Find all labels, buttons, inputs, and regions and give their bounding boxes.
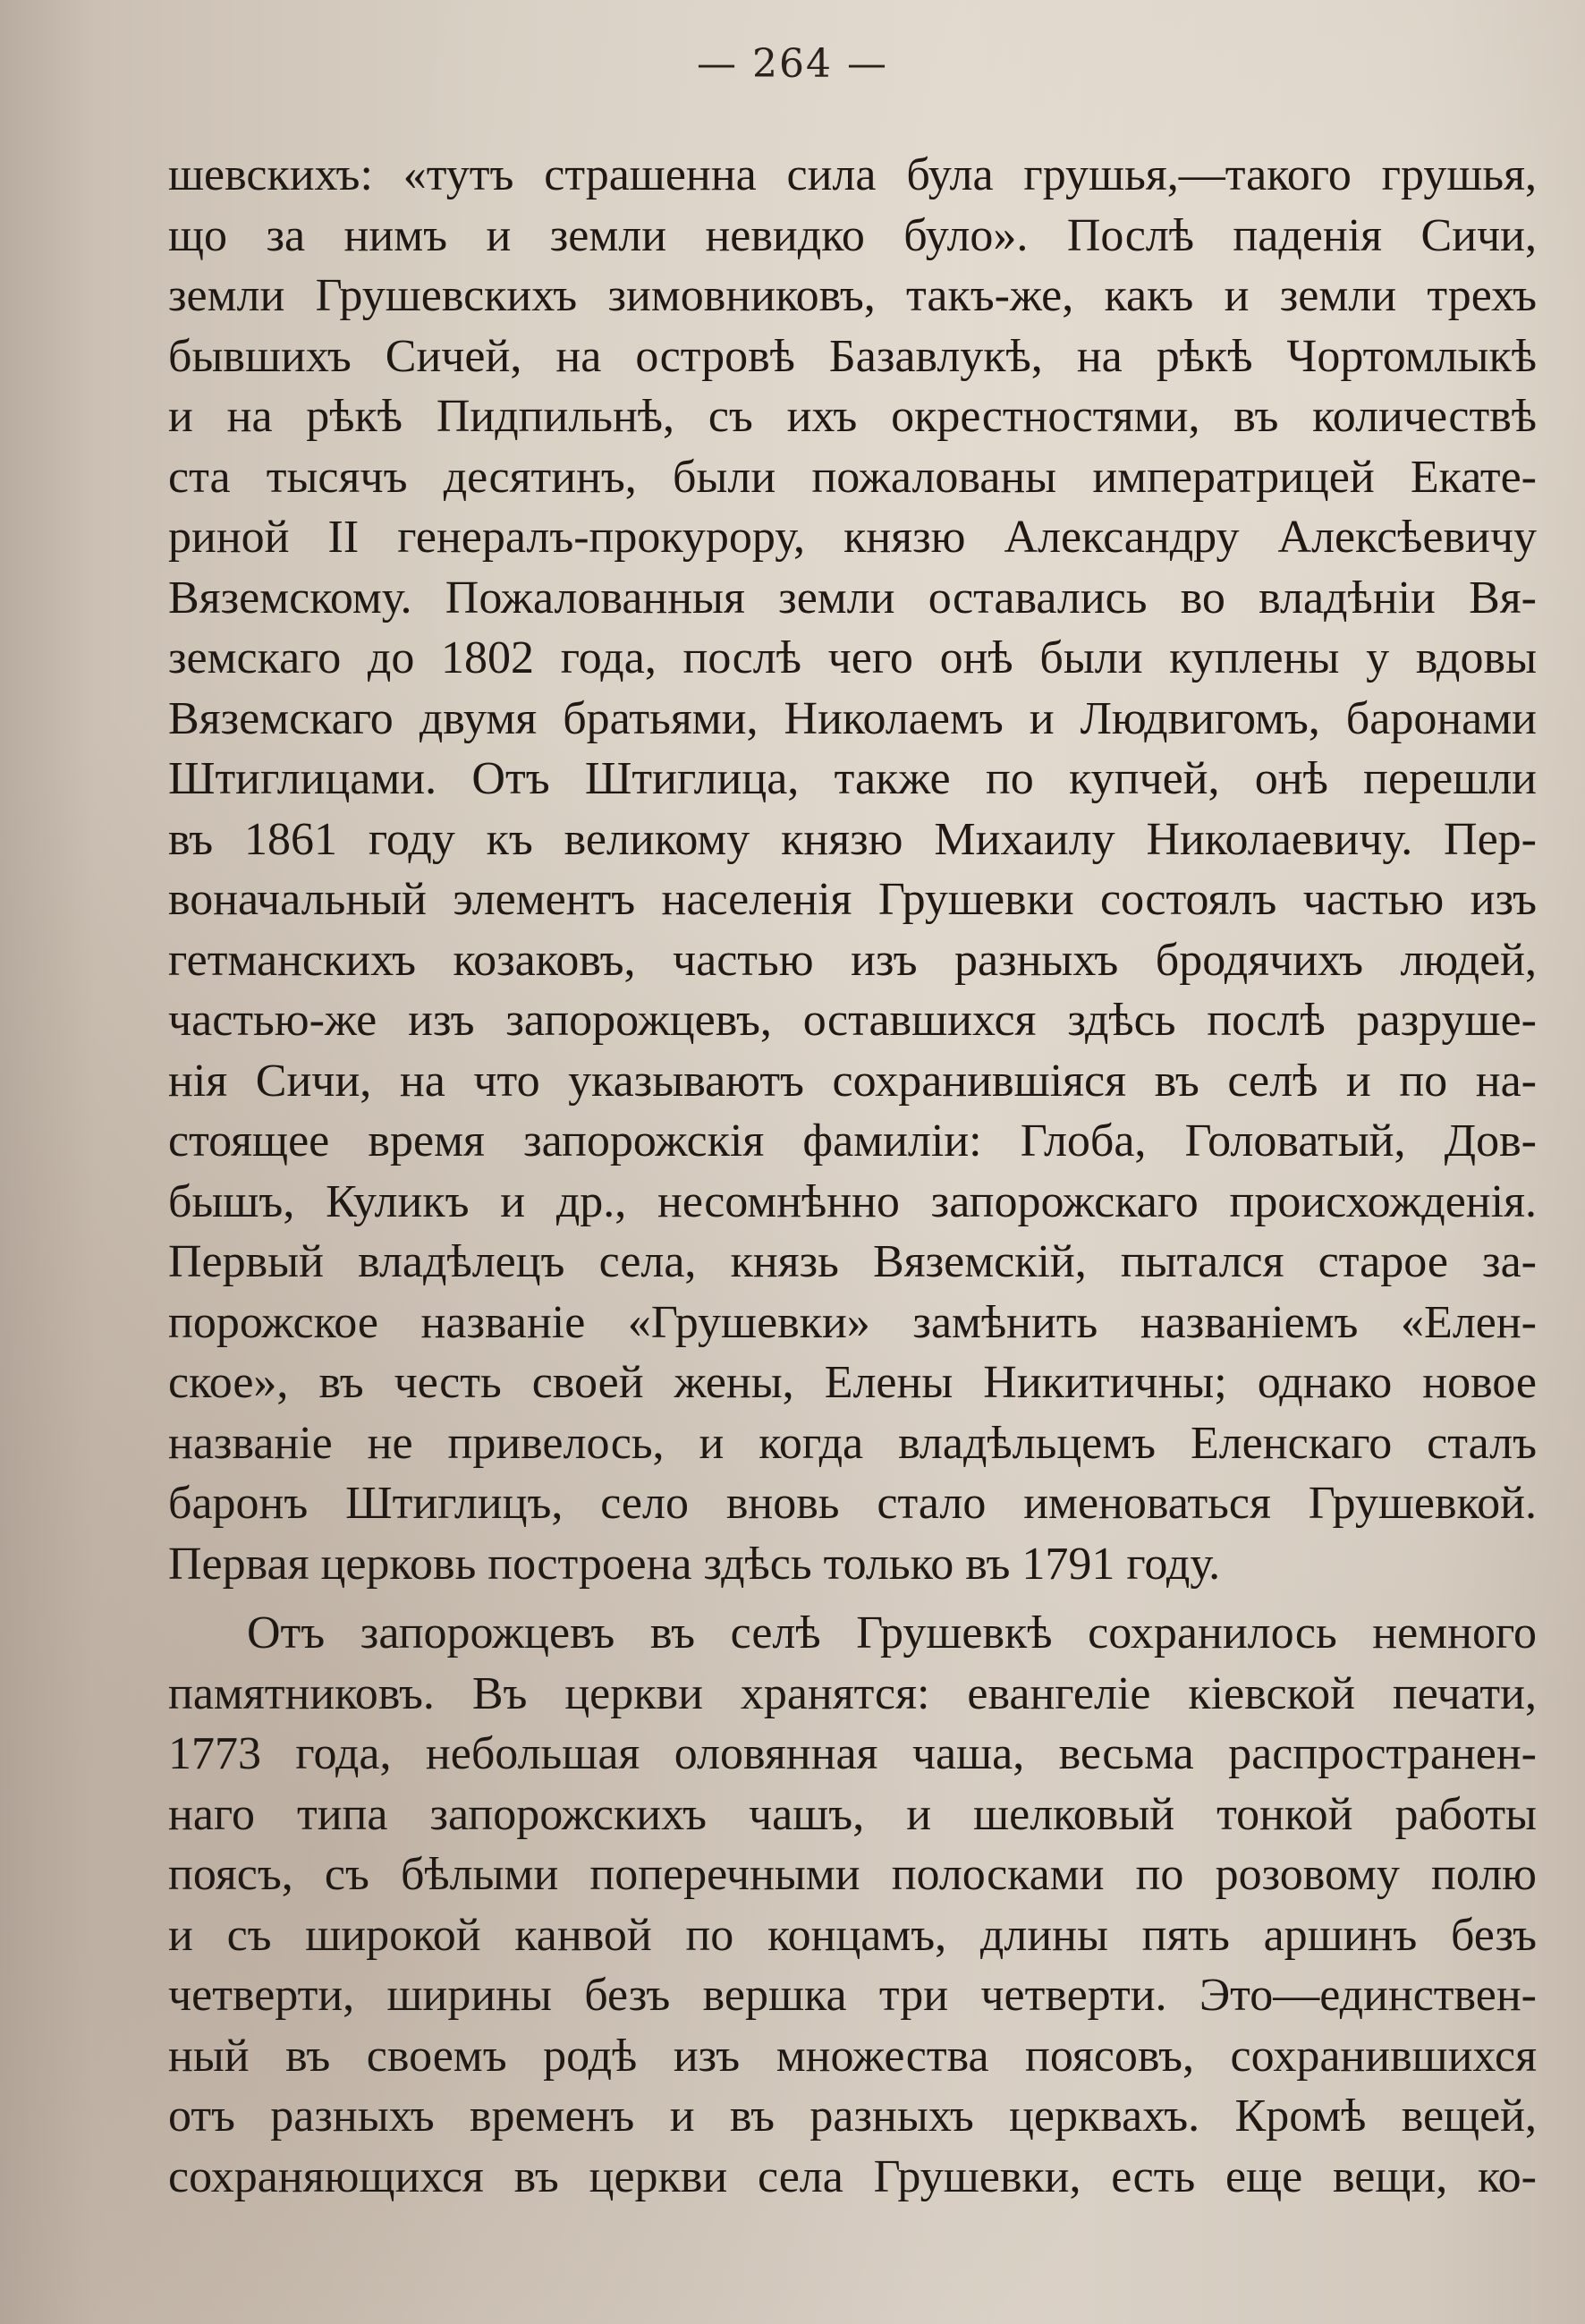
text-line: гетманскихъ козаковъ, частью изъ разныхъ бродячихъ людей, <box>168 934 1537 986</box>
text-line: 1773 года, небольшая оловянная чаша, весьма распространен- <box>168 1728 1537 1779</box>
text-line: воначальный элементъ населенія Грушевки состоялъ частью изъ <box>168 874 1537 925</box>
text-line: отъ разныхъ временъ и въ разныхъ церквахъ. Кромѣ вещей, <box>168 2091 1537 2142</box>
text-line: Первая церковь построена здѣсь только въ 1791 году. <box>168 1538 1221 1590</box>
text-line: бышъ, Куликъ и др., несомнѣнно запорожскаго происхожденія. <box>168 1175 1537 1227</box>
text-line: наго типа запорожскихъ чашъ, и шелковый тонкой работы <box>168 1788 1537 1840</box>
text-line: Первый владѣлецъ села, князь Вяземскій, пытался старое за- <box>168 1236 1537 1287</box>
text-line: що за нимъ и земли невидко було». Послѣ паденія Сичи, <box>168 209 1537 261</box>
text-line: нія Сичи, на что указываютъ сохранившіяся въ селѣ и по на- <box>168 1055 1537 1107</box>
text-line: ское», въ честь своей жены, Елены Никитичны; однако новое <box>168 1357 1537 1408</box>
text-line: риной II генералъ-прокурору, князю Александру Алексѣевичу <box>168 512 1537 563</box>
text-line: Вяземскаго двумя братьями, Николаемъ и Людвигомъ, баронами <box>168 692 1537 744</box>
text-line: Штиглицами. Отъ Штиглица, также по купчей, онѣ перешли <box>168 753 1537 804</box>
paragraph-2 <box>168 1603 1537 2207</box>
text-line: въ 1861 году къ великому князю Михаилу Николаевичу. Пер- <box>168 813 1537 865</box>
text-line: земли Грушевскихъ зимовниковъ, такъ-же, какъ и земли трехъ <box>168 270 1537 321</box>
text-line: частью-же изъ запорожцевъ, оставшихся здѣсь послѣ разруше- <box>168 995 1537 1046</box>
text-line: и съ широкой канвой по концамъ, длины пять аршинъ безъ <box>168 1909 1537 1961</box>
text-line: ный въ своемъ родѣ изъ множества поясовъ, сохранившихся <box>168 2030 1537 2082</box>
text-line: названіе не привелось, и когда владѣльцемъ Еленскаго сталъ <box>168 1417 1537 1469</box>
text-line: Вяземскому. Пожалованныя земли оставались во владѣніи Вя- <box>168 572 1537 623</box>
text-line: сохраняющихся въ церкви села Грушевки, есть еще вещи, ко- <box>168 2150 1537 2202</box>
paragraph-1 <box>168 145 1537 1594</box>
text-line: порожское названіе «Грушевки» замѣнить названіемъ «Елен- <box>168 1296 1537 1348</box>
paragraph-gap <box>168 1594 1537 1603</box>
text-line: бывшихъ Сичей, на островѣ Базавлукѣ, на рѣкѣ Чортомлыкѣ <box>168 330 1537 382</box>
text-line: баронъ Штиглицъ, село вновь стало именоваться Грушевкой. <box>168 1478 1537 1529</box>
text-line: шевскихъ: «тутъ страшенна сила була грушья,—такого грушья, <box>168 149 1537 200</box>
text-line: Отъ запорожцевъ въ селѣ Грушевкѣ сохранилось немного <box>247 1607 1537 1658</box>
text-line: памятниковъ. Въ церкви хранятся: евангеліе кіевской печати, <box>168 1667 1537 1719</box>
text-line: стоящее время запорожскія фамиліи: Глоба, Головатый, Дов- <box>168 1115 1537 1166</box>
text-line: и на рѣкѣ Пидпильнѣ, съ ихъ окрестностями, въ количествѣ <box>168 391 1537 442</box>
text-line: четверти, ширины безъ вершка три четверти. Это—единствен- <box>168 1970 1537 2021</box>
body-text <box>168 145 1537 2207</box>
page-number: — 264 — <box>697 41 888 87</box>
text-line: земскаго до 1802 года, послѣ чего онѣ были куплены у вдовы <box>168 632 1537 683</box>
text-line: поясъ, съ бѣлыми поперечными полосками по розовому полю <box>168 1849 1537 1900</box>
text-line: ста тысячъ десятинъ, были пожалованы императрицей Екате- <box>168 451 1537 503</box>
